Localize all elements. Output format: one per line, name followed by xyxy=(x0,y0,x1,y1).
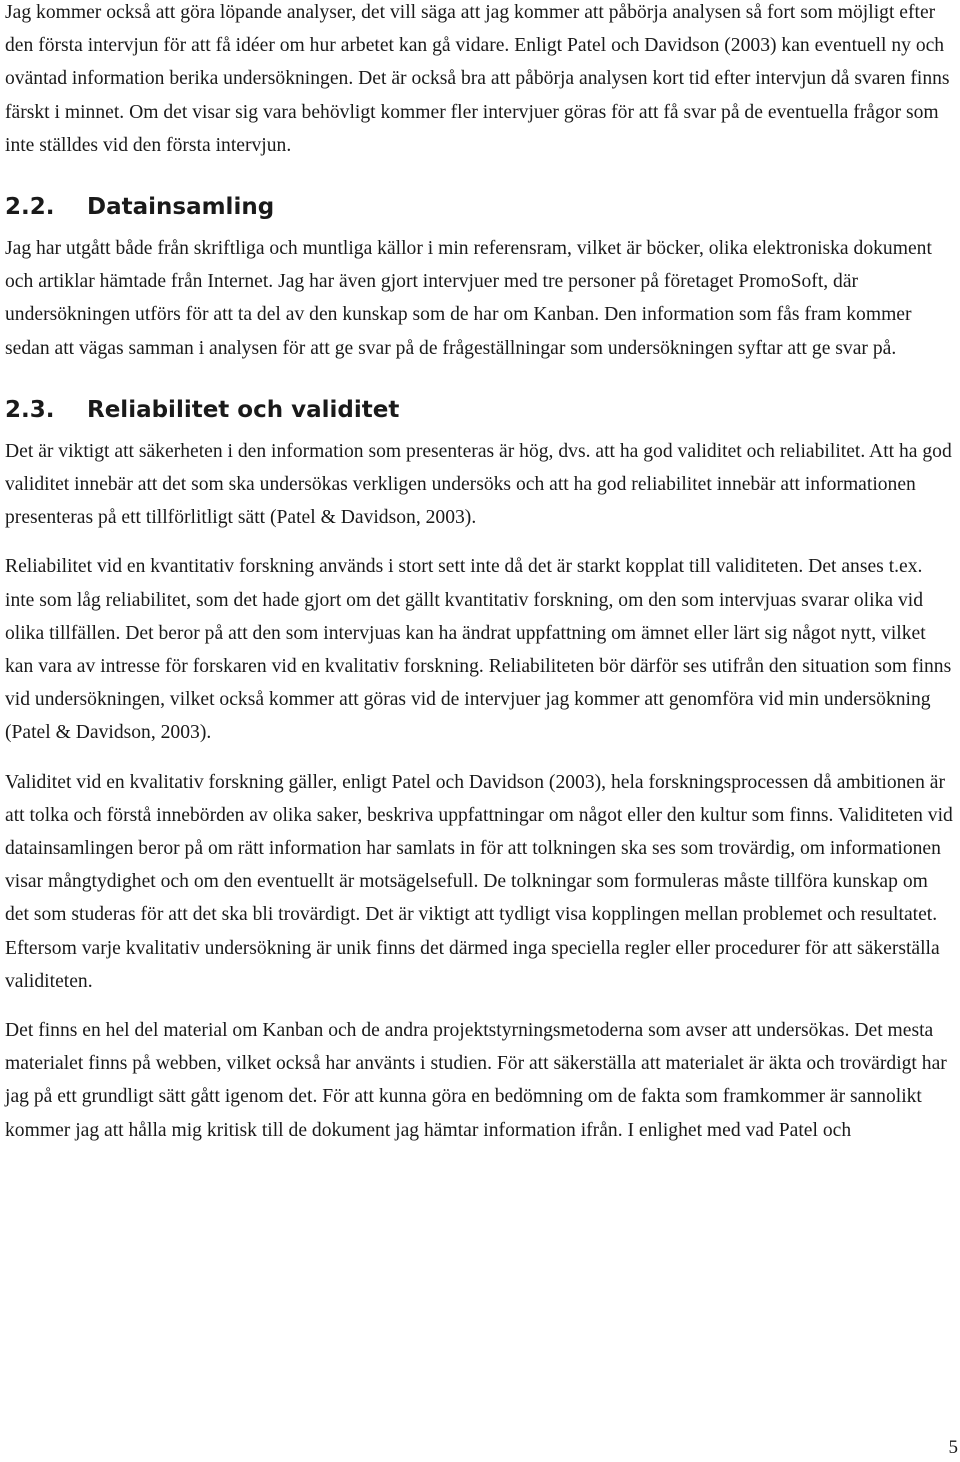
section-heading-datainsamling xyxy=(5,192,955,222)
intro-paragraph: Jag kommer också att göra löpande analyser, det vill säga att jag kommer att påbörja analysen så fort som möjligt efter den första intervjun för att få idéer om hur arbetet kan gå vidare. Enligt Patel och Davidson (2003) kan eventuell ny och oväntad information berika undersökningen. Det är också bra att påbörja analysen kort tid efter intervjun då svaren finns färskt i minnet. Om det visar sig vara behövligt kommer fler intervjuer göras för att få svar på de eventuella frågor som inte ställdes vid den första intervjun. xyxy=(5,2,950,156)
section-number: 2.3. xyxy=(5,396,55,423)
body-paragraph: Det är viktigt att säkerheten i den information som presenteras är hög, dvs. att ha god validitet och reliabilitet. Att ha god validitet innebär att det som ska undersökas verkligen undersöks och att ha god reliabilitet innebär att informationen presenteras på ett tillförlitligt sätt (Patel & Davidson, 2003). xyxy=(5,440,952,529)
page-number: 5 xyxy=(948,1437,958,1458)
body-paragraph: Reliabilitet vid en kvantitativ forskning används i stort sett inte då det är starkt kopplat till validiteten. Det anses t.ex. inte som låg reliabilitet, som det hade gjort om det gällt kvantitativ forskning, om den som intervjuas svarar olika vid olika tillfällen. Det beror på att den som intervjuas kan ha ändrat uppfattning om ämnet eller lärt sig något nytt, vilket kan vara av intresse för forskaren vid en kvalitativ forskning. Reliabiliteten bör därför ses utifrån den situation som finns vid undersökningen, vilket också kommer att göras vid de intervjuer jag kommer att genomföra vid min undersökning (Patel & Davidson, 2003). xyxy=(5,556,952,744)
section-number: 2.2. xyxy=(5,194,55,221)
section-heading-reliabilitet-och-validitet xyxy=(5,395,955,425)
body-paragraph: Jag har utgått både från skriftliga och muntliga källor i min referensram, vilket är böcker, olika elektroniska dokument och artiklar hämtade från Internet. Jag har även gjort intervjuer med tre personer på företaget PromoSoft, där undersökningen utförs för att ta del av den kunskap som de har om Kanban. Den information som fås fram kommer sedan att vägas samman i analysen för att ge svar på de frågeställningar som undersökningen syftar att ge svar på. xyxy=(5,238,932,359)
body-paragraph: Det finns en hel del material om Kanban och de andra projektstyrningsmetoderna som avser att undersökas. Det mesta materialet finns på webben, vilket också har använts i studien. För att säkerställa att materialet är äkta och trovärdigt har jag på ett grundligt sätt gått igenom det. För att kunna göra en bedömning om de fakta som framkommer är sannolikt kommer jag att hålla mig kritisk till de dokument jag hämtar information ifrån. I enlighet med vad Patel och xyxy=(5,1020,947,1141)
body-paragraph: Validitet vid en kvalitativ forskning gäller, enligt Patel och Davidson (2003), hela forskningsprocessen då ambitionen är att tolka och förstå innebörden av olika saker, beskriva uppfattningar om något eller den kultur som finns. Validiteten vid datainsamlingen beror på om rätt information har samlats in för att tolkningen ska ses som trovärdig, om informationen visar mångtydighet och om den eventuellt är motsägelsefull. De tolkningar som formuleras måste tillföra kunskap om det som studeras för att det ska bli trovärdigt. Det är viktigt att tydligt visa kopplingen mellan problemet och resultatet. Eftersom varje kvalitativ undersökning är unik finns det därmed inga speciella regler eller procedurer för att säkerställa validiteten. xyxy=(5,771,953,992)
section-title: Reliabilitet och validitet xyxy=(87,396,400,423)
section-title: Datainsamling xyxy=(87,194,275,221)
document-page xyxy=(5,0,955,1147)
